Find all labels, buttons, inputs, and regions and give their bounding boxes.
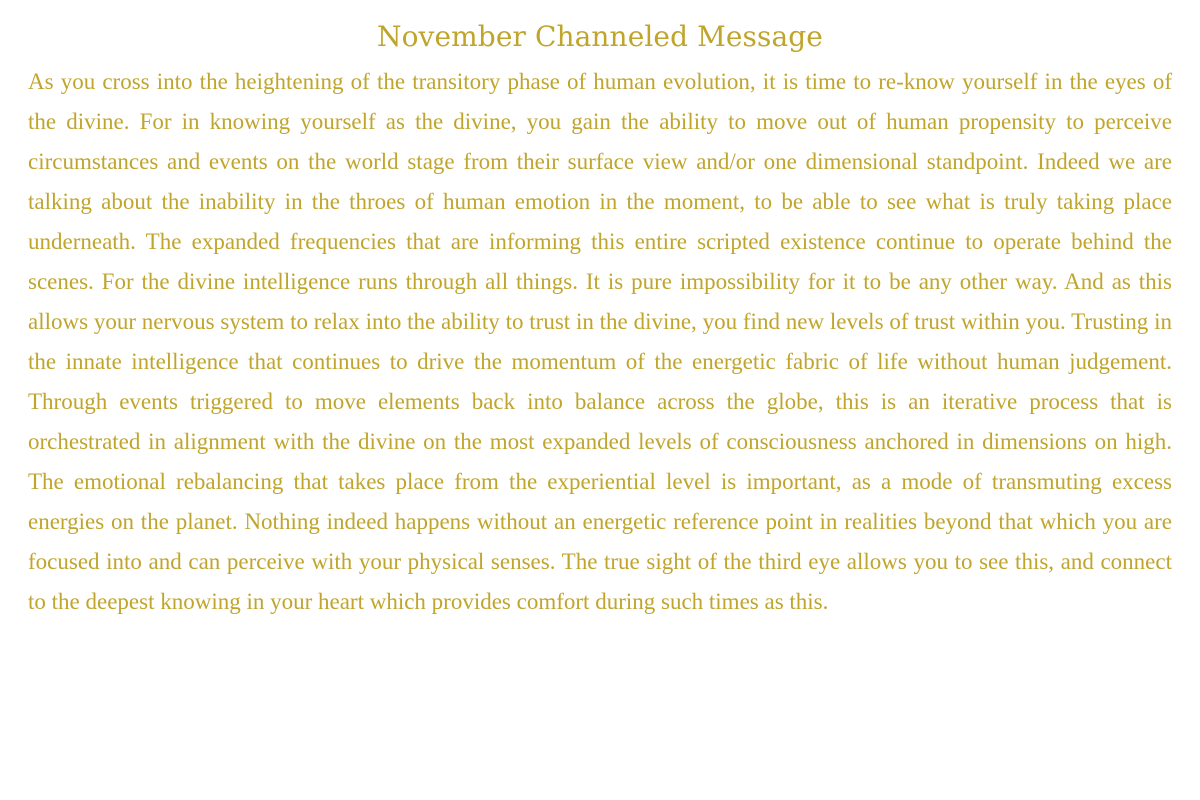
message-body: As you cross into the heightening of the transitory phase of human evolution, it is time to re-know yourself in the eyes of the divine. For in knowing yourself as the divine, you gain the ability to move out of human propensity to perceive circumstances and events on the world stage from their surface view and/or one dimensional standpoint. Indeed we are talking about the inability in the throes of human emotion in the moment, to be able to see what is truly taking place underneath. The expanded frequencies that are informing this entire scripted existence continue to operate behind the scenes. For the divine intelligence runs through all things. It is pure impossibility for it to be any other way. And as this allows your nervous system to relax into the ability to trust in the divine, you find new levels of trust within you. Trusting in the innate intelligence that continues to drive the momentum of the energetic fabric of life without human judgement. Through events triggered to move elements back into balance across the globe, this is an iterative process that is orchestrated in alignment with the divine on the most expanded levels of consciousness anchored in dimensions on high. The emotional rebalancing that takes place from the experiential level is important, as a mode of transmuting excess energies on the planet. Nothing indeed happens without an energetic reference point in realities beyond that which you are focused into and can perceive with your physical senses. The true sight of the third eye allows you to see this, and connect to the deepest knowing in your heart which provides comfort during such times as this.: [28, 69, 1172, 614]
page-title: November Channeled Message: [377, 20, 823, 53]
